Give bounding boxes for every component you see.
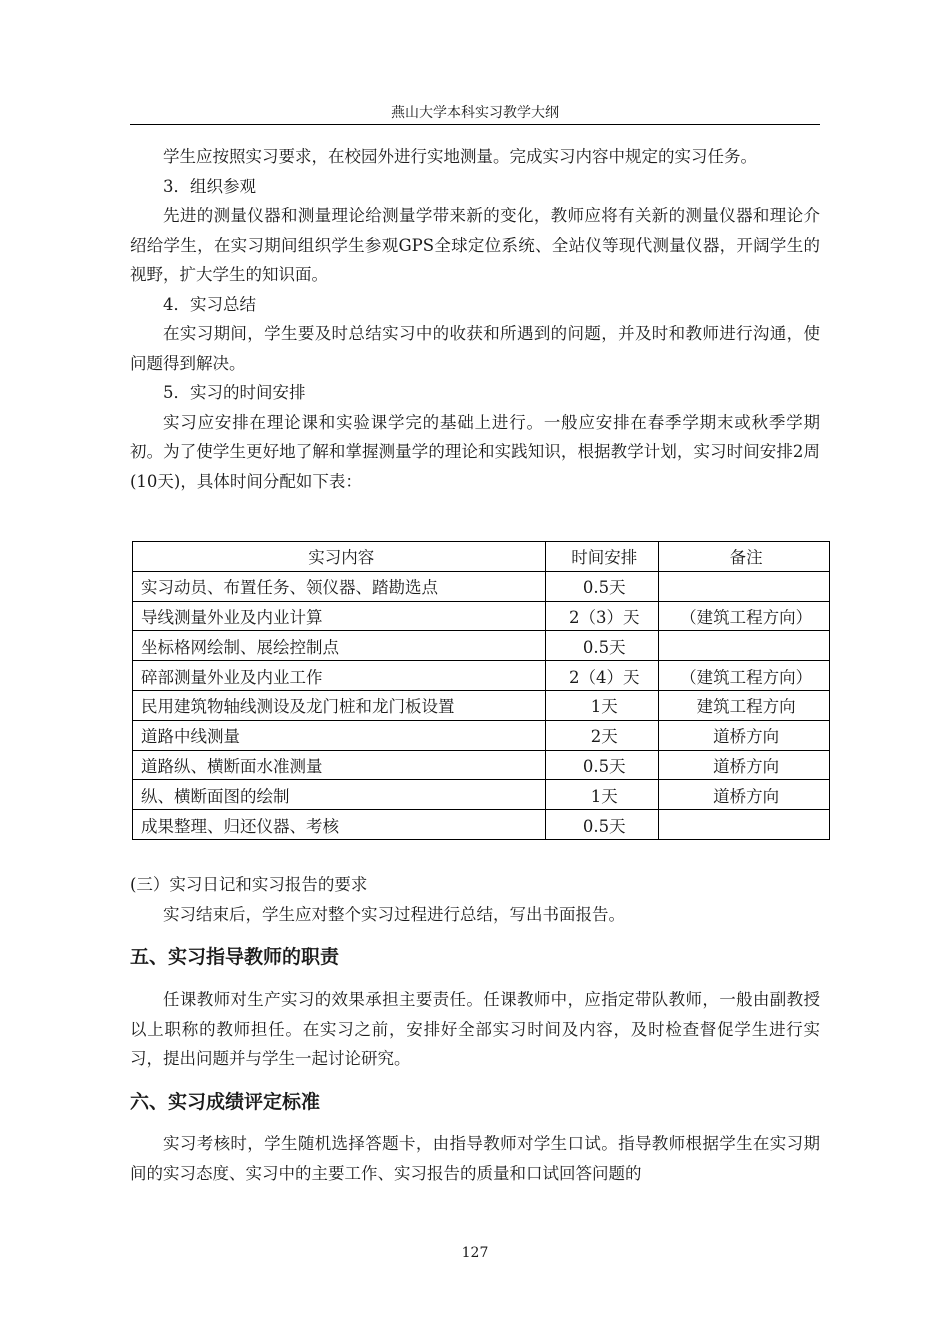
section-heading-grading: 六、实习成绩评定标准 <box>130 1091 321 1113</box>
table-row <box>133 571 830 601</box>
table-cell-content: 道路纵、横断面水准测量 <box>133 750 546 780</box>
table-cell-time: 2（3）天 <box>546 601 659 631</box>
heading-schedule: 5．实习的时间安排 <box>163 383 306 402</box>
table-cell-note: （建筑工程方向） <box>659 661 830 691</box>
table-cell-content: 坐标格网绘制、展绘控制点 <box>133 631 546 661</box>
table-cell-note <box>659 631 830 661</box>
table-cell-time: 0.5天 <box>546 810 659 840</box>
paragraph-grading: 实习考核时，学生随机选择答题卡，由指导教师对学生口试。指导教师根据学生在实习期间的实习态度、实习中的主要工作、实习报告的质量和口试回答问题的 <box>130 1134 820 1183</box>
paragraph-instructor-duties: 任课教师对生产实习的效果承担主要责任。任课教师中，应指定带队教师，一般由副教授以上职称的教师担任。在实习之前，安排好全部实习时间及内容，及时检查督促学生进行实习，提出问题并与学生一起讨论研究。 <box>130 990 820 1068</box>
table-cell-note: 道桥方向 <box>659 720 830 750</box>
table-cell-content: 纵、横断面图的绘制 <box>133 780 546 810</box>
table-cell-content: 成果整理、归还仪器、考核 <box>133 810 546 840</box>
heading-summary: 4．实习总结 <box>163 294 256 314</box>
table-cell-time: 0.5天 <box>546 631 659 661</box>
intro-section <box>130 142 820 496</box>
subsection-heading: (三）实习日记和实习报告的要求 <box>130 875 368 894</box>
running-header: 燕山大学本科实习教学大纲 <box>130 104 820 125</box>
paragraph-visit: 先进的测量仪器和测量理论给测量学带来新的变化，教师应将有关新的测量仪器和理论介绍给学生，在实习期间组织学生参观GPS全球定位系统、全站仪等现代测量仪器，开阔学生的视野，扩大学生的知识面。 <box>130 206 820 284</box>
table-row <box>133 690 830 720</box>
table-cell-time: 2天 <box>546 720 659 750</box>
table-row <box>133 810 830 840</box>
table-cell-time: 0.5天 <box>546 571 659 601</box>
table-cell-content: 民用建筑物轴线测设及龙门桩和龙门板设置 <box>133 690 546 720</box>
table-cell-note: 道桥方向 <box>659 780 830 810</box>
table-row <box>133 631 830 661</box>
table-cell-time: 0.5天 <box>546 750 659 780</box>
table-cell-note: （建筑工程方向） <box>659 601 830 631</box>
table-cell-content: 道路中线测量 <box>133 720 546 750</box>
table-cell-content: 导线测量外业及内业计算 <box>133 601 546 631</box>
diary-report-section <box>130 870 820 929</box>
table-row <box>133 720 830 750</box>
column-header: 实习内容 <box>133 542 546 572</box>
schedule-table <box>132 541 830 840</box>
table-cell-note: 建筑工程方向 <box>659 690 830 720</box>
table-cell-note <box>659 810 830 840</box>
table-cell-note: 道桥方向 <box>659 750 830 780</box>
table-cell-time: 1天 <box>546 780 659 810</box>
page-number: 127 <box>461 1245 489 1261</box>
heading-organize-visit: 3．组织参观 <box>163 176 256 196</box>
table-cell-time: 1天 <box>546 690 659 720</box>
table-cell-content: 碎部测量外业及内业工作 <box>133 661 546 691</box>
table-row <box>133 661 830 691</box>
paragraph-summary: 在实习期间，学生要及时总结实习中的收获和所遇到的问题，并及时和教师进行沟通，使问题得到解决。 <box>130 324 820 373</box>
section-heading-instructor-duties: 五、实习指导教师的职责 <box>130 946 340 968</box>
table-header-row <box>133 542 830 572</box>
table-cell-content: 实习动员、布置任务、领仪器、踏勘选点 <box>133 571 546 601</box>
table-cell-note <box>659 571 830 601</box>
column-header: 备注 <box>659 542 830 572</box>
paragraph-field-work: 学生应按照实习要求，在校园外进行实地测量。完成实习内容中规定的实习任务。 <box>163 147 757 166</box>
table-row <box>133 601 830 631</box>
grading-section <box>130 1129 820 1188</box>
table-row <box>133 750 830 780</box>
paragraph-report: 实习结束后，学生应对整个实习过程进行总结，写出书面报告。 <box>163 904 625 924</box>
table-cell-time: 2（4）天 <box>546 661 659 691</box>
table-row <box>133 780 830 810</box>
column-header: 时间安排 <box>546 542 659 572</box>
instructor-duties-section <box>130 985 820 1074</box>
paragraph-schedule: 实习应安排在理论课和实验课学完的基础上进行。一般应安排在春季学期末或秋季学期初。为了使学生更好地了解和掌握测量学的理论和实践知识，根据教学计划，实习时间安排2周(10天)，具体时间分配如下表： <box>130 412 820 491</box>
